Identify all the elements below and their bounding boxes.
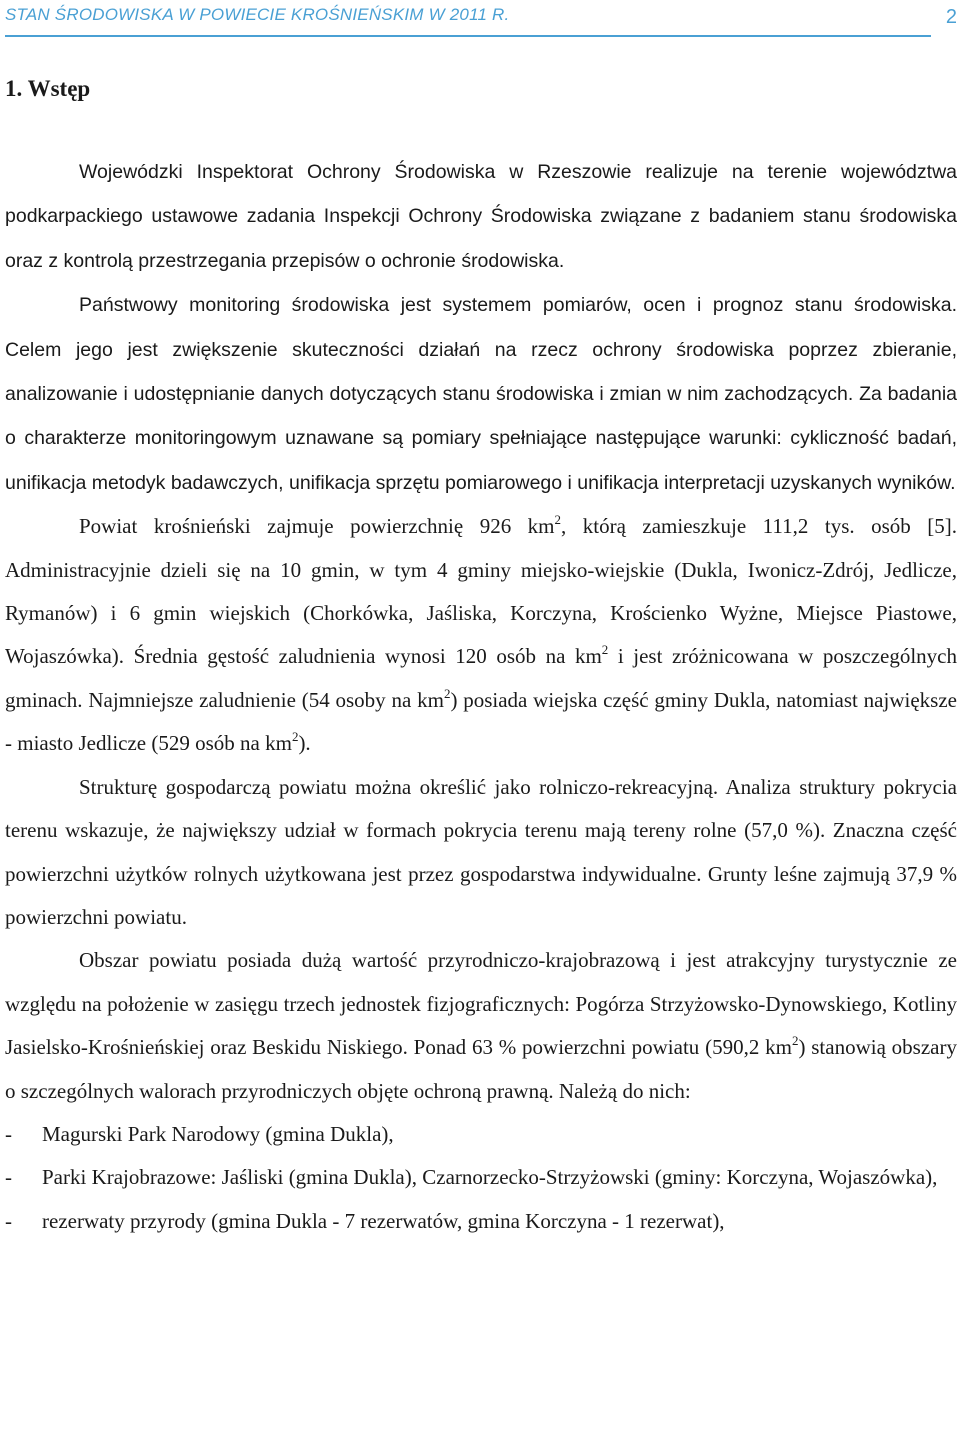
list-item [5,1156,957,1199]
superscript: 2 [554,512,562,528]
paragraph-county [5,505,957,765]
header-divider [5,35,931,37]
paragraph-nature [5,939,957,1113]
paragraph-county-text-1: Powiat krośnieński zajmuje powierzchnię 926 km [79,514,555,539]
superscript: 2 [291,729,299,745]
paragraph-economy-text: Strukturę gospodarczą powiatu można określić jako rolniczo-rekreacyjną. Analiza struktury pokrycia terenu wskazuje, że największy udział w formach pokrycia terenu mają tereny rolne (57,0 %). Znaczna część powierzchni użytków rolnych użytkowana jest przez gospodarstwa indywidualne. Grunty leśne zajmują 37,9 % powierzchni powiatu. [5,774,957,929]
paragraph-county-text-4: ) posiada wiejska część gminy Dukla, natomiast największe - miasto Jedlicze (529 osób na km [5,687,957,756]
paragraph-nature-text-1: Obszar powiatu posiada dużą wartość przyrodniczo-krajobrazową i jest atrakcyjny turystycznie ze względu na położenie w zasięgu trzech jednostek fizjograficznych: Pogórza Strzyżowsko-Dynowskiego, Kotliny Jasielsko-Krośnieńskiej oraz Beskidu Niskiego. Ponad 63 % powierzchni powiatu (590,2 km [5,948,957,1060]
paragraph-monitoring-text: Celem jego jest zwiększenie skuteczności działań na rzecz ochrony środowiska poprzez zbieranie, analizowanie i udostępnianie danych dotyczących stanu środowiska i zmian w nim zachodzących. Za badania o charakterze monitoringowym uznawane są pomiary spełniające następujące warunki: cykliczność badań, unifikacja metodyk badawczych, unifikacja sprzętu pomiarowego i unifikacja interpretacji uzyskanych wyników. [5,338,957,494]
page-number: 2 [945,6,957,28]
superscript: 2 [443,685,451,701]
header-title: STAN ŚRODOWISKA W POWIECIE KROŚNIEŃSKIM W 2011 R. [5,5,510,24]
document-body [5,150,957,1243]
paragraph-intro [5,150,957,283]
list-item-text: rezerwaty przyrody (gmina Dukla - 7 rezerwatów, gmina Korczyna - 1 rezerwat), [42,1208,725,1233]
paragraph-county-text-2: , którą zamieszkuje 111,2 tys. osób [5]. Administracyjnie dzieli się na 10 gmin, w tym 4 gminy miejsko-wiejskie (Dukla, Iwonicz-Zdrój, Jedlicze, Rymanów) i 6 gmin wiejskich (Chorkówka, Jaśliska, Korczyna, Krościenko Wyżne, Miejsce Piastowe, Wojaszówka). Średnia gęstość zaludnienia wynosi 120 osób na km [5,514,957,669]
section-heading: 1. Wstęp [5,76,91,101]
list-item [5,1200,957,1243]
paragraph-intro-text: Wojewódzki Inspektorat Ochrony Środowiska w Rzeszowie realizuje na terenie województwa podkarpackiego ustawowe zadania Inspekcji Ochrony Środowiska związane z badaniem stanu środowiska oraz z kontrolą przestrzegania przepisów o ochronie środowiska. [5,161,957,272]
paragraph-economy [5,766,957,940]
list-dash: - [5,1208,12,1233]
paragraph-nature-text-2: ) stanowią obszary o szczególnych walorach przyrodniczych objęte ochroną prawną. Należą do nich: [5,1035,957,1103]
list-dash: - [5,1165,12,1190]
paragraph-county-text-5: ). [298,731,311,756]
superscript: 2 [791,1033,799,1049]
paragraph-monitoring [5,283,957,505]
superscript: 2 [601,642,609,658]
list-item-text: Parki Krajobrazowe: Jaśliski (gmina Dukla), Czarnorzecko-Strzyżowski (gminy: Korczyna, Wojaszówka), [42,1165,938,1190]
list-item-text: Magurski Park Narodowy (gmina Dukla), [42,1121,394,1146]
list-item [5,1113,957,1156]
page-header [5,2,955,38]
paragraph-county-text-3: i jest zróżnicowana w poszczególnych gminach. Najmniejsze zaludnienie (54 osoby na km [5,644,957,712]
list-dash: - [5,1121,12,1146]
paragraph-monitoring-intro: Państwowy monitoring środowiska jest systemem pomiarów, ocen i prognoz stanu środowiska. [79,294,957,317]
